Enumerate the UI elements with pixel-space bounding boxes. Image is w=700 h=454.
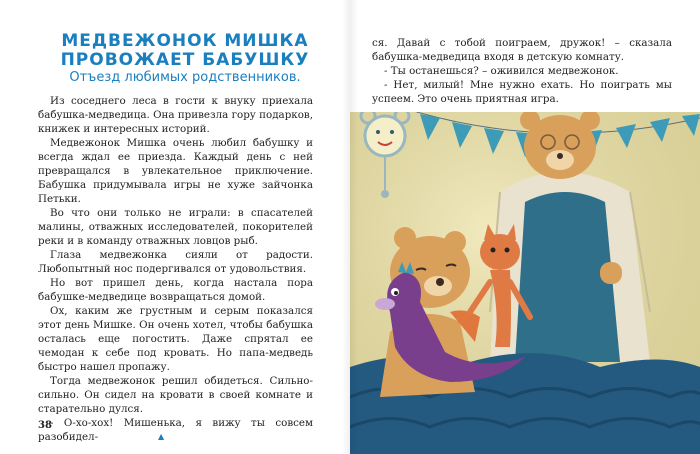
paragraph: Но вот пришел день, когда настала пора бабушке-медведице возвращаться домой. (38, 277, 313, 303)
right-page (350, 0, 700, 454)
paragraph: Глаза медвежонка сияли от радости. Любопытный нос подергивался от удовольствия. (38, 249, 313, 275)
story-title-line2: ПРОВОЖАЕТ БАБУШКУ (60, 50, 310, 70)
book-gutter (342, 0, 358, 454)
paragraph: Тогда медвежонок решил обидеться. Сильно-сильно. Он сидел на кровати в своей комнате и старательно дулся. (38, 375, 313, 415)
story-subtitle: Отъезд любимых родственников. (69, 70, 301, 85)
paragraph: - Нет, милый! Мне нужно ехать. Но поиграть мы успеем. Это очень приятная игра. (372, 79, 672, 105)
paragraph: Во что они только не играли: в спасателей малины, отважных исследователей, покорителей реки и в команду отважных ловцов рыб. (38, 207, 313, 247)
paragraph: ся. Давай с тобой поиграем, дружок! – сказала бабушка-медведица входя в детскую комнату. (372, 37, 672, 63)
story-text-left (38, 94, 313, 444)
page-number: 38 (38, 420, 52, 431)
paragraph: Из соседнего леса в гости к внуку приехала бабушка-медведица. Она привезла гору подарков, книжек и интересных историй. (38, 95, 313, 135)
print-mark: ▲ (158, 432, 165, 441)
story-text-right (372, 36, 672, 106)
paragraph: Ох, каким же грустным и серым показался этот день Мишке. Он очень хотел, чтобы бабушка осталась еще погостить. Даже спрятал ее чемодан к себе под кровать. Но папа-медведь быстро нашел пропажу. (38, 305, 313, 373)
story-title-line1: МЕДВЕЖОНОК МИШКА (61, 31, 309, 51)
story-illustration (350, 112, 700, 454)
paragraph: - О-хо-хох! Мишенька, я вижу ты совсем разобидел- (38, 417, 313, 443)
paragraph: - Ты останешься? – оживился медвежонок. (384, 65, 619, 77)
paragraph: Медвежонок Мишка очень любил бабушку и всегда ждал ее приезда. Каждый день с ней превращался в увлекательное приключение. Бабушка придумывала игры не хуже зайчонка Петьки. (38, 137, 313, 205)
